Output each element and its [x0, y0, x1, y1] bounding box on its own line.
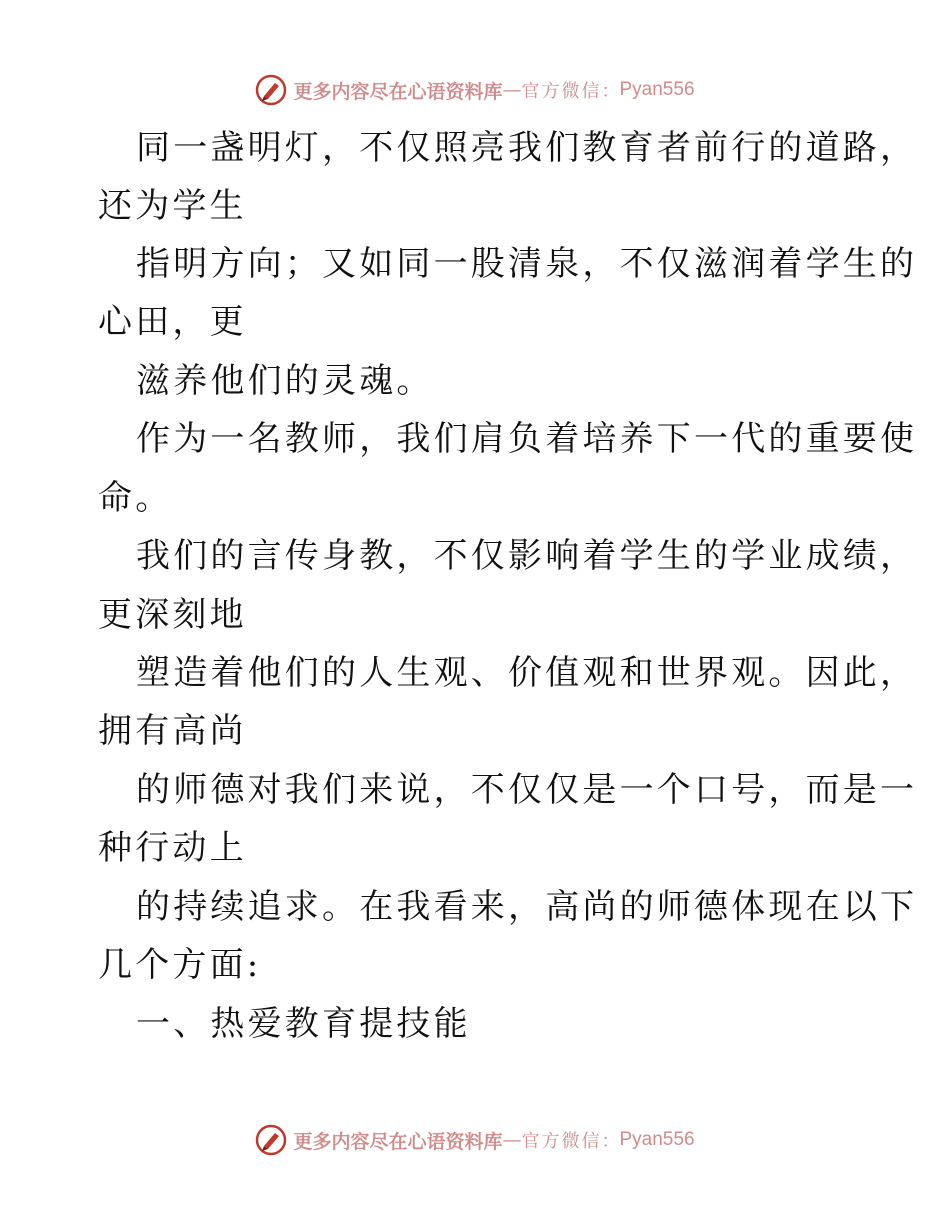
text-line: 心田，更 — [98, 302, 247, 342]
banner-main-text: 更多内容尽在心语资料库 — [293, 1130, 503, 1153]
text-line: 更深刻地 — [98, 595, 247, 635]
banner-separator: — — [502, 1129, 522, 1151]
banner-wechat-id: Pyan556 — [619, 79, 695, 100]
text-line: 拥有高尚 — [98, 711, 247, 751]
text-line: 我们的言传身教，不仅影响着学生的学业成绩， — [136, 536, 918, 576]
text-line: 作为一名教师，我们肩负着培养下一代的重要使 — [136, 419, 918, 459]
text-line: 的持续追求。在我看来，高尚的师德体现在以下 — [136, 887, 918, 927]
banner-wechat-id: Pyan556 — [619, 1129, 695, 1150]
text-line: 滋养他们的灵魂。 — [136, 361, 434, 401]
text-line: 种行动上 — [98, 828, 247, 868]
footer-banner — [0, 1120, 950, 1160]
pen-logo-icon — [255, 74, 287, 106]
section-heading: 一、热爱教育提技能 — [136, 1004, 471, 1044]
text-line: 指明方向；又如同一股清泉，不仅滋润着学生的 — [136, 244, 918, 284]
text-line: 同一盏明灯，不仅照亮我们教育者前行的道路， — [136, 128, 918, 168]
banner-colon: ： — [601, 1131, 620, 1152]
banner-separator: — — [502, 79, 522, 101]
text-line: 塑造着他们的人生观、价值观和世界观。因此， — [136, 653, 918, 693]
text-line: 命。 — [98, 478, 173, 518]
banner-colon: ： — [601, 81, 620, 102]
text-line: 还为学生 — [98, 186, 247, 226]
text-line: 的师德对我们来说，不仅仅是一个口号，而是一 — [136, 770, 918, 810]
text-line: 几个方面: — [98, 945, 262, 985]
header-banner — [0, 70, 950, 110]
banner-wechat-label: 官方微信 — [521, 81, 602, 102]
banner-wechat-label: 官方微信 — [521, 1131, 602, 1152]
pen-logo-icon — [255, 1124, 287, 1156]
banner-main-text: 更多内容尽在心语资料库 — [293, 80, 503, 103]
